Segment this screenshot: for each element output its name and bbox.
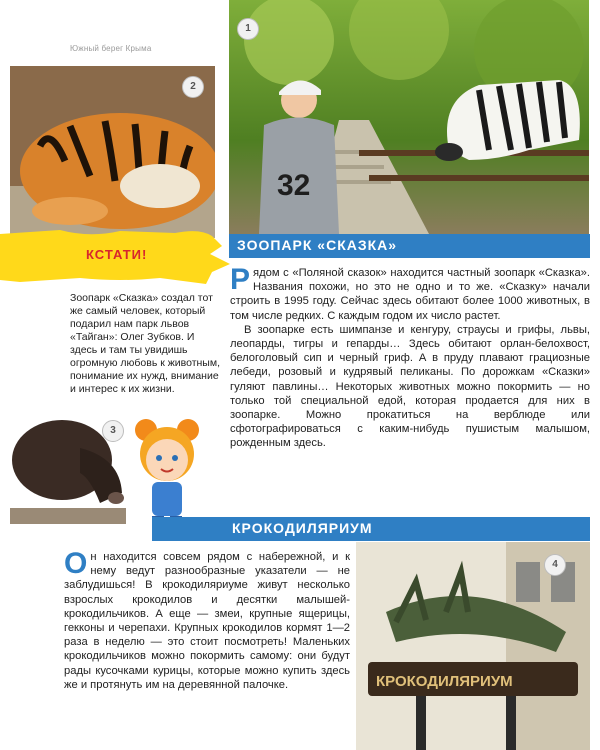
girl-mascot [132,412,202,530]
photo-number-badge: 2 [182,76,204,98]
sidebar-text: Зоопарк «Сказка» создал тот же самый человек, который подарил нам парк львов «Тайган»: Олег Зубков. И здесь и там ты увидишь огромную любовь к животным, понимание их нужд, внимание и интерес к их жизни. [70,292,220,395]
zoo-paragraph-2: В зоопарке есть шимпанзе и кенгуру, страусы и грифы, львы, леопарды, тигры и гепарды… Здесь обитают орлан-белохвост, белоголовый сип и черный гриф. А в пруду плавают грациозные лебеди, розовый и кудрявый пеликаны. По дорожкам «Сказки» гуляют павлины… Некоторых животных можно покормить — но только той специальной едой, которая продается для них в зоопарке. Можно прокатиться на верблюде или сфотографироваться с каким-нибудь пушистым малышом, рожденным здесь. [230,323,590,450]
croc-sign-text: КРОКОДИЛЯРИУМ [376,673,513,690]
croc-section-body [64,547,350,692]
kstati-heading: КСТАТИ! [86,247,148,262]
croc-paragraph: н находится совсем рядом с набережной, и к нему ведут разнообразные указатели — не заблудишься! В крокодиляриуме живут несколько взрослых крокодилов и десятки малышей-крокодильчиков. А еще — змеи, крупные ящерицы, гекконы и черепахи. Крупных крокодилов кормят 1—2 раза в неделю — это стоит посмотреть! Маленьких крокодильчиков можно покормить самому: они будут рады кусочками курицы, которые можно купить здесь же и протянуть им на деревянной палочке. [64,551,350,691]
photo-number-badge: 1 [237,18,259,40]
boy-and-zebra-illustration [229,0,589,234]
zoo-dropcap: Р [230,263,251,296]
zoo-section-body [230,263,590,451]
boy-and-zebra-photo [229,0,589,234]
boar-illustration [10,398,126,524]
running-head: Южный берег Крыма [70,44,152,53]
zoo-section-title: ЗООПАРК «СКАЗКА» [229,234,590,258]
photo-number-badge: 4 [544,554,566,576]
boar-photo [10,398,126,524]
crocodile-sign-photo [356,542,590,750]
tiger-photo [10,66,215,238]
croc-section-title: КРОКОДИЛЯРИУМ [152,517,590,541]
zoo-paragraph-1: ядом с «Поляной сказок» находится частный зоопарк «Сказка». Названия похожи, но это не одно и то же. «Сказку» начали строить в 1995 году. Сейчас здесь обитают более 1000 животных, в том числе редких. С каждым годом их число растет. [230,267,590,322]
svg-text:32: 32 [277,169,311,202]
croc-dropcap: О [64,547,88,580]
photo-number-badge: 3 [102,420,124,442]
